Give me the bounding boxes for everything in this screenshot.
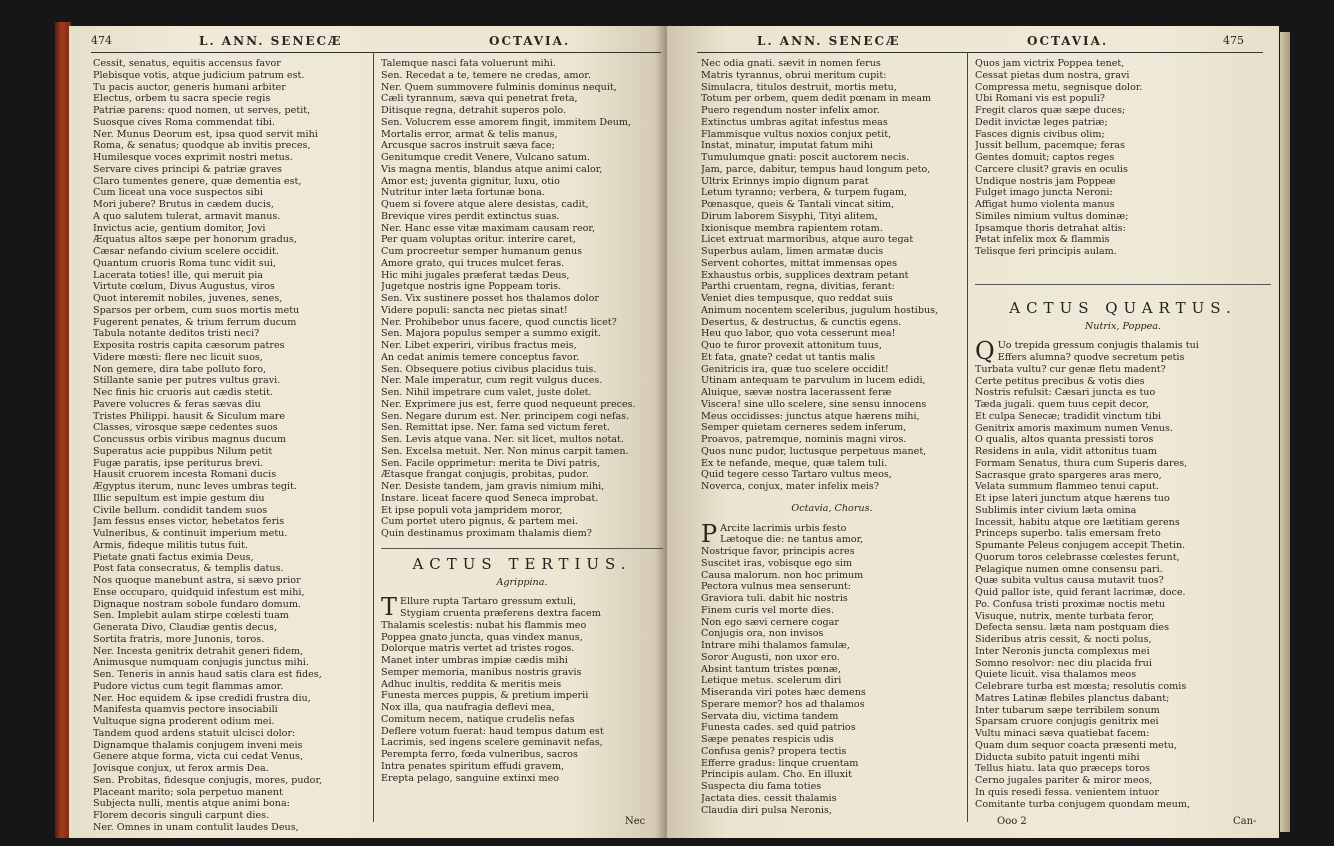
scene-title: Octavia, Chorus. bbox=[791, 502, 873, 514]
verse-line: Vulneribus, & continuit imperium metu. bbox=[93, 528, 288, 539]
verse-line: Mortalis error, armat & telis manus, bbox=[381, 128, 558, 140]
verse-line: Conjugis ora, non invisos bbox=[701, 628, 824, 640]
verse-line: Amor est; juventa gignitur, luxu, otio bbox=[381, 175, 560, 187]
dialogue-block bbox=[975, 337, 1271, 810]
verse-line: Et ipse lateri junctum atque hærens tuo bbox=[975, 493, 1170, 504]
verse-line: Formam Senatus, thura cum Superis dares, bbox=[975, 457, 1188, 469]
verse-line: Ner. Quem summovere fulminis dominus nequit, bbox=[381, 81, 617, 93]
verse-line: Servent cohortes, mittat immensas opes bbox=[701, 257, 898, 269]
verse-line: Miseranda viri potes hæc demens bbox=[701, 687, 866, 698]
verse-line: Puero regendum noster infelix amor. bbox=[701, 105, 880, 116]
verse-line: Sen. Vix sustinere posset hos thalamos dolor bbox=[381, 293, 599, 304]
act-persona: Nutrix, Poppea. bbox=[1084, 320, 1162, 332]
verse-line: Quorum toros celebrasse cœlestes ferunt, bbox=[975, 551, 1180, 563]
verse-line: Ense occuparo, quidquid infestum est mihi, bbox=[93, 586, 305, 598]
verse-line: Brevique vires perdit extinctus suas. bbox=[381, 210, 560, 222]
drop-cap: T bbox=[381, 593, 398, 622]
page-number: 475 bbox=[1223, 34, 1244, 47]
chorus-continuation bbox=[975, 58, 1271, 258]
verse-line: Æquatus altos sæpe per honorum gradus, bbox=[93, 234, 297, 246]
section-rule bbox=[975, 284, 1271, 285]
verse-line: Sparsam cruore conjugis genitrix mei bbox=[975, 716, 1159, 728]
verse-line: Concussus orbis viribus magnus ducum bbox=[93, 434, 287, 445]
verse-line: Affigat humo violenta manus bbox=[975, 199, 1115, 210]
verse-line: Funesta merces puppis, & pretium imperii bbox=[381, 690, 589, 702]
verse-line: Sen. Implebit aulam stirpe cœlesti tuam bbox=[93, 610, 289, 622]
verse-line: Quin destinamus proximam thalamis diem? bbox=[381, 528, 592, 539]
verse-line: Incessit, habitu atque ore lætitiam gerens bbox=[975, 516, 1180, 528]
verse-line: Mori jubere? Brutus in cædem ducis, bbox=[93, 199, 274, 210]
verse-line: Et ipse populi vota jampridem moror, bbox=[381, 504, 563, 516]
verse-line: Ægyptus iterum, nunc leves umbras tegit. bbox=[93, 481, 297, 492]
verse-line: Sperare memor? hos ad thalamos bbox=[701, 698, 865, 710]
verse-line: Sen. Obsequere potius civibus placidus tuis. bbox=[381, 363, 597, 375]
verse-line: Pavere volucres & feras sævas diu bbox=[93, 398, 261, 410]
verse-line: Po. Confusa tristi proximæ noctis metu bbox=[975, 598, 1166, 610]
verse-line: Residens in aula, vidit attonitus tuam bbox=[975, 446, 1157, 457]
verse-line: Manifesta quamvis pectore insociabili bbox=[93, 704, 278, 716]
verse-line: Telisque feri principis aulam. bbox=[975, 246, 1117, 257]
verse-line: Absint tantum tristes pœnæ, bbox=[701, 663, 841, 675]
verse-line: Virtute cœlum, Divus Augustus, viros bbox=[93, 281, 275, 293]
verse-line: Cum procreetur semper humanum genus bbox=[381, 246, 583, 257]
verse-line: Sen. Excelsa metuit. Ner. Non minus carpit tamen. bbox=[381, 445, 629, 457]
verse-line: Illic sepultum est impie gestum diu bbox=[93, 492, 265, 504]
verse-line: Vultuque signa proderent odium mei. bbox=[93, 716, 275, 727]
verse-line: Cerno jugales pariter & miror meos, bbox=[975, 775, 1153, 786]
verse-line: Ner. Incesta genitrix detrahit generi fidem, bbox=[93, 645, 304, 657]
verse-line: Dignaque nostram sobole fundaro domum. bbox=[93, 598, 301, 610]
verse-line: Plebisque votis, atque judicium patrum est. bbox=[93, 69, 305, 81]
verse-line: Talemque nasci fata voluerunt mihi. bbox=[381, 58, 556, 69]
verse-line: Carcere clusit? gravis en oculis bbox=[975, 163, 1128, 175]
verse-line: Quo te furor provexit attonitum tuus, bbox=[701, 340, 882, 351]
verse-line: Inter tubarum sæpe terribilem sonum bbox=[975, 704, 1160, 716]
verse-line: Exhaustus orbis, supplices dextram petant bbox=[701, 269, 909, 281]
verse-line: Efferre gradus: linque cruentam bbox=[701, 757, 859, 769]
drop-cap: Q bbox=[975, 337, 995, 366]
verse-line: Vultu minaci sæva quatiebat facem: bbox=[975, 728, 1150, 739]
verse-line: Viscera! sine ullo scelere, sine sensu innocens bbox=[701, 398, 927, 410]
verse-line: Servata diu, victima tandem bbox=[701, 710, 839, 722]
verse-line: Fugerent penates, & trium ferrum ducum bbox=[93, 316, 297, 328]
verse-line: Ner. Munus Deorum est, ipsa quod servit mihi bbox=[93, 128, 318, 140]
verse-line: Ner. Exprimere jus est, ferre quod nequeunt preces. bbox=[381, 398, 636, 410]
column-divider bbox=[967, 52, 968, 822]
verse-line: Pœnasque, queis & Tantali vincat sitim, bbox=[701, 199, 895, 210]
verse-line: Jussit bellum, pacemque; feras bbox=[975, 140, 1125, 152]
verse-line: Soror Augusti, non uxor ero. bbox=[701, 651, 840, 663]
verse-line: Parthi cruentam, regna, divitias, ferant: bbox=[701, 281, 895, 293]
verse-line: Instare. liceat facere quod Seneca improbat. bbox=[381, 492, 599, 504]
verse-line: Sen. Negare durum est. Ner. principem cogi nefas. bbox=[381, 410, 630, 422]
verse-line: Quæ subita vultus causa mutavit tuos? bbox=[975, 575, 1164, 587]
verse-line: Ipsamque thoris detrahat altis: bbox=[975, 222, 1126, 234]
verse-line: Sparsos per orbem, cum suos mortis metu bbox=[93, 304, 300, 316]
verse-line: Tu pacis auctor, generis humani arbiter bbox=[93, 81, 286, 93]
verse-line: Visuque, nutrix, mente turbata feror, bbox=[975, 610, 1155, 622]
verse-line: Jovisque conjux, ut ferox armis Dea. bbox=[93, 763, 269, 774]
verse-line: Sen. Nihil impetrare cum valet, juste dolet. bbox=[381, 387, 592, 398]
dialogue-block bbox=[381, 58, 663, 540]
signature-mark: Ooo 2 bbox=[997, 816, 1027, 827]
verse-line: Florem decoris singuli carpunt dies. bbox=[93, 810, 270, 821]
verse-line: Tandem quod ardens statuit ulcisci dolor: bbox=[93, 727, 296, 739]
verse-line: Quid pallor iste, quid ferant lacrimæ, doce. bbox=[975, 587, 1186, 598]
verse-line: Non gemere, dira tabe polluto foro, bbox=[93, 363, 267, 375]
verse-line: Defecta sensu. læta nam postquam dies bbox=[975, 622, 1170, 634]
verse-line: Desertus, & destructus, & cunctis egens. bbox=[701, 316, 902, 328]
verse-line: Comitante turba conjugem quondam meum, bbox=[975, 798, 1190, 810]
verse-line: Sen. Recedat a te, temere ne credas, amor. bbox=[381, 69, 591, 81]
left-page bbox=[69, 26, 667, 838]
verse-line: Sæpe penates respicis udis bbox=[701, 734, 834, 745]
verse-line: In quis resedi fessa. venientem intuor bbox=[975, 786, 1159, 798]
verse-line: Utinam antequam te parvulum in lucem edidi, bbox=[701, 375, 926, 387]
verse-line: Subjecta nulli, mentis atque animi bona: bbox=[93, 798, 290, 810]
verse-line: Perempta ferro, fœda vulneribus, sacros bbox=[381, 749, 578, 760]
verse-line: P Arcite lacrimis urbis festo bbox=[701, 519, 847, 548]
verse-line: Veniet dies tempusque, quo reddat suis bbox=[701, 293, 893, 304]
verse-line: Matris tyrannus, obrui meritum cupit: bbox=[701, 69, 887, 81]
verse-line: Claudia diri pulsa Neronis, bbox=[701, 804, 832, 816]
verse-line: Suspecta diu fama toties bbox=[701, 781, 822, 792]
verse-line: Sortita fratris, more Junonis, toros. bbox=[93, 633, 265, 645]
drop-cap: P bbox=[701, 519, 718, 548]
verse-line: Finem curis vel morte dies. bbox=[701, 604, 835, 616]
verse-line: Videre populi: sancta nec pietas sinat! bbox=[381, 304, 568, 316]
catchword: Nec bbox=[625, 816, 646, 827]
verse-line: Tæda jugali. quem tuus cepit decor, bbox=[975, 399, 1149, 410]
verse-line: Post fata consecratus, & templis datus. bbox=[93, 563, 284, 575]
verse-line: Undique nostris jam Poppeæ bbox=[975, 175, 1116, 187]
verse-line: Quos jam victrix Poppea tenet, bbox=[975, 58, 1125, 69]
verse-line: Genitumque credit Venere, Vulcano satum. bbox=[381, 152, 590, 163]
act-persona: Agrippina. bbox=[496, 576, 548, 588]
verse-line: Ner. Desiste tandem, jam gravis nimium mihi, bbox=[381, 481, 605, 492]
verse-line: T Ellure rupta Tartaro gressum extuli, bbox=[381, 593, 577, 622]
verse-line: Invictus acie, gentium domitor, Jovi bbox=[93, 222, 266, 234]
verse-line: Tristes Philippi. hausit & Siculum mare bbox=[93, 410, 286, 422]
verse-line: An cedat animis temere conceptus favor. bbox=[381, 351, 580, 363]
verse-line: Lætoque die: ne tantus amor, bbox=[720, 534, 864, 546]
verse-line: Suscitet iras, vobisque ego sim bbox=[701, 557, 853, 569]
verse-line: Pudore victus cum tegit flammas amor. bbox=[93, 680, 284, 692]
verse-line: Cæli tyrannum, sæva qui penetrat freta, bbox=[381, 93, 578, 105]
verse-line: Nostris refulsit: Cæsari juncta es tuo bbox=[975, 387, 1156, 399]
verse-line: Cessit, senatus, equitis accensus favor bbox=[93, 58, 281, 69]
verse-line: Sen. Probitas, fidesque conjugis, mores, pudor, bbox=[93, 774, 323, 786]
verse-line: Ubi Romani vis est populi? bbox=[975, 93, 1105, 105]
verse-line: Gentes domuit; captos reges bbox=[975, 152, 1115, 163]
left-page-column-1 bbox=[93, 58, 369, 838]
verse-line: Ixionisque membra rapientem rotam. bbox=[701, 222, 883, 234]
verse-line: Proavos, patremque, nominis magni viros. bbox=[701, 434, 907, 445]
verse-line: Fulget imago juncta Neroni: bbox=[975, 187, 1113, 199]
verse-line: Hausit cruorem incesta Romani ducis bbox=[93, 469, 277, 481]
verse-line: Adhuc inultis, reddita & meritis meis bbox=[381, 678, 562, 690]
verse-line: Semper memoria, manibus nostris gravis bbox=[381, 666, 582, 678]
verse-line: Princeps superbo. talis emersam freto bbox=[975, 528, 1161, 540]
verse-line: Somno resolvor: nec diu placida frui bbox=[975, 657, 1152, 669]
right-page bbox=[667, 26, 1279, 838]
verse-line: Spumante Peleus conjugem accepit Thetin. bbox=[975, 540, 1186, 551]
verse-line: Per quam voluptas oritur. interire caret, bbox=[381, 234, 576, 246]
verse-line: Amore grato, qui truces mulcet feras. bbox=[381, 257, 565, 269]
verse-line: Genitrix amoris maximum numen Venus. bbox=[975, 422, 1173, 434]
verse-line: Petat infelix mox & flammis bbox=[975, 234, 1110, 246]
header-rule bbox=[91, 52, 661, 53]
verse-line: Tabula notante deditos tristi neci? bbox=[93, 328, 260, 340]
open-book bbox=[55, 12, 1290, 844]
verse-line: Sen. Volucrem esse amorem fingit, immitem Deum, bbox=[381, 116, 632, 128]
verse-line: Intra penates spiritum effudi gravem, bbox=[381, 760, 564, 772]
verse-line: Fugæ paratis, ipse periturus brevi. bbox=[93, 457, 264, 469]
section-rule bbox=[381, 548, 663, 549]
verse-line: Dolorque matris vertet ad tristes rogos. bbox=[381, 643, 575, 655]
verse-line: Jactata dies. cessit thalamis bbox=[701, 792, 837, 804]
verse-line: Celebrare turba est mœsta; resolutis comis bbox=[975, 681, 1187, 692]
verse-line: Sen. Remittat ipse. Ner. fama sed victum feret. bbox=[381, 422, 610, 434]
verse-line: Ner. Male imperatur, cum regit vulgus duces. bbox=[381, 375, 603, 387]
verse-line: Servare cives principi & patriæ graves bbox=[93, 163, 282, 175]
verse-line: Nos quoque manebunt astra, si sævo prior bbox=[93, 575, 301, 586]
verse-line: Armis, fideque militis tutus fuit. bbox=[93, 539, 248, 551]
verse-line: Hic mihi jugales præferat tædas Deus, bbox=[381, 269, 570, 281]
verse-line: Meus occidisses: junctus atque hærens mihi, bbox=[701, 410, 920, 422]
chorus-block bbox=[701, 519, 963, 817]
act-title: ACTUS QUARTUS. bbox=[1009, 298, 1237, 317]
verse-line: O qualis, altos quanta pressisti toros bbox=[975, 434, 1154, 446]
verse-line: Non ego sævi cernere cogar bbox=[701, 616, 839, 628]
verse-line: Sen. Teneris in annis haud satis clara est fides, bbox=[93, 669, 322, 680]
verse-line: Quot interemit nobiles, juvenes, senes, bbox=[93, 293, 283, 304]
verse-line: Cæsar nefando civium scelere occidit. bbox=[93, 246, 279, 257]
verse-line: Turbata vultu? cur genæ fletu madent? bbox=[975, 363, 1166, 375]
verse-line: Nec finis hic cruoris aut cædis stetit. bbox=[93, 387, 273, 398]
verse-line: Superbus aulam, limen armatæ ducis bbox=[701, 246, 884, 257]
verse-line: Ner. Omnes in unam contulit laudes Deus, bbox=[93, 821, 299, 833]
verse-line: Confusa genis? propera tectis bbox=[701, 745, 847, 757]
verse-line: Arcusque sacros instruit sæva face; bbox=[381, 140, 555, 152]
verse-line: Animum nocentem sceleribus, jugulum hostibus, bbox=[701, 304, 939, 316]
verse-line: Pelagique numen omne consensu pari. bbox=[975, 563, 1163, 575]
verse-line: Ner. Prohibebor unus facere, quod cunctis licet? bbox=[381, 316, 617, 328]
running-head-title: OCTAVIA. bbox=[1027, 34, 1109, 48]
verse-line: Effers alumna? quodve secretum petis bbox=[997, 352, 1185, 363]
verse-line: Certe petitus precibus & votis dies bbox=[975, 375, 1145, 387]
verse-line: Flammisque vultus noxios conjux petit, bbox=[701, 128, 892, 140]
verse-line: Jugetque nostris igne Poppeam toris. bbox=[381, 281, 562, 293]
verse-line: Deflere votum fuerat: haud tempus datum est bbox=[381, 725, 604, 737]
verse-line: Sen. Facile opprimetur: merita te Divi patris, bbox=[381, 457, 601, 469]
verse-line: Superatus acie puppibus Nilum petit bbox=[93, 445, 273, 457]
verse-line: Jam, parce, dabitur, tempus haud longum peto, bbox=[701, 163, 931, 175]
verse-line: Nutritur inter læta fortunæ bona. bbox=[381, 187, 545, 199]
verse-line: Letum tyranno; verbera, & turpem fugam, bbox=[701, 187, 908, 199]
verse-line: Velata summum flammeo tenui caput. bbox=[975, 481, 1159, 493]
verse-line: Inter Neronis juncta complexus mei bbox=[975, 645, 1150, 657]
verse-line: Quam dum sequor coacta præsenti metu, bbox=[975, 739, 1177, 751]
verse-line: Thalamis scelestis: nubat his flammis meo bbox=[381, 619, 587, 631]
verse-line: Totum per orbem, quem dedit pœnam in meam bbox=[701, 93, 932, 105]
verse-line: Nox illa, qua naufragia deflevi mea, bbox=[381, 702, 555, 713]
verse-line: Quiete licuit. visa thalamos meos bbox=[975, 669, 1137, 681]
verse-line: Fasces dignis civibus olim; bbox=[975, 128, 1105, 140]
verse-line: Generata Divo, Claudiæ gentis decus, bbox=[93, 622, 278, 633]
catchword: Can- bbox=[1233, 816, 1257, 827]
verse-line: Manet inter umbras impiæ cædis mihi bbox=[381, 655, 568, 666]
verse-line: Genere atque forma, victa cui cedat Venus, bbox=[93, 751, 303, 763]
verse-line: Animusque numquam conjugis junctus mihi. bbox=[93, 657, 309, 669]
book-edge-right bbox=[1280, 32, 1290, 832]
verse-line: Quantum cruoris Roma tunc vidit sui, bbox=[93, 257, 276, 269]
verse-line: Sen. Levis atque vana. Ner. sit licet, multos notat. bbox=[381, 434, 624, 445]
verse-line: Quem si fovere atque alere desistas, cadit, bbox=[381, 199, 589, 210]
verse-line: Principis aulam. Cho. En illuxit bbox=[701, 769, 852, 781]
verse-line: Sen. Majora populus semper a summo exigit. bbox=[381, 328, 601, 340]
verse-line: Stillante sanie per putres vultus gravi. bbox=[93, 375, 281, 387]
verse-line: Noverca, conjux, mater infelix meis? bbox=[701, 481, 880, 492]
verse-line: Ner. Libet experiri, viribus fractus meis, bbox=[381, 340, 577, 351]
verse-line: Nostrique favor, principis acres bbox=[701, 546, 855, 557]
verse-line: Cum liceat una voce suspectos sibi bbox=[93, 187, 263, 199]
verse-line: Lacerata toties! ille, qui meruit pia bbox=[93, 269, 263, 281]
verse-line: Instat, minatur, imputat fatum mihi bbox=[701, 140, 873, 152]
right-page-column-2 bbox=[975, 58, 1271, 838]
verse-line: Stygiam cruenta præferens dextra facem bbox=[400, 608, 601, 619]
verse-line: Diducta subito patuit ingenti mihi bbox=[975, 751, 1140, 763]
verse-line: Tumulumque gnati: poscit auctorem necis. bbox=[701, 152, 910, 163]
verse-line: Civile bellum. condidit tandem suos bbox=[93, 504, 268, 516]
page-number: 474 bbox=[91, 34, 112, 47]
verse-line: Jam fessus enses victor, hebetatos feris bbox=[93, 516, 285, 528]
verse-line: Roma, & senatus; quodque ab invitis preces, bbox=[93, 140, 311, 152]
verse-line: Genitricis ira, quæ tuo scelere occidit! bbox=[701, 363, 889, 375]
verse-line: Extinctus umbras agitat infestus meas bbox=[701, 116, 888, 128]
monologue-block bbox=[701, 58, 963, 493]
verse-line: Patriæ parens: quod nomen, ut serves, petit, bbox=[93, 105, 311, 116]
verse-line: Ætasque frangat conjugis, probitas, pudor. bbox=[381, 469, 589, 481]
verse-line: Ditisque regna, detrahit superos polo. bbox=[381, 105, 567, 116]
verse-line: Heu quo labor, quo vota cesserunt mea! bbox=[701, 328, 896, 340]
verse-line: Funesta cades. sed quid patrios bbox=[701, 722, 856, 734]
verse-line: Nec odia gnati. sævit in nomen ferus bbox=[701, 58, 881, 69]
verse-line: Aluique, sævæ nostra lacerassent feræ bbox=[701, 387, 892, 398]
verse-line: Sublimis inter civium læta omina bbox=[975, 504, 1137, 516]
verse-line: Dedit invictæ leges patriæ; bbox=[975, 116, 1108, 128]
verse-line: A quo salutem tulerat, armavit manus. bbox=[93, 210, 281, 222]
verse-line: Intrare mihi thalamos famulæ, bbox=[701, 640, 850, 651]
verse-line: Graviora tuli. dabit hic nostris bbox=[701, 593, 848, 604]
verse-line: Similes nimium vultus dominæ; bbox=[975, 210, 1129, 222]
verse-line: Suosque cives Roma commendat tibi. bbox=[93, 116, 276, 128]
left-page-column-2 bbox=[381, 58, 663, 838]
monologue-block bbox=[381, 593, 663, 784]
verse-line: Compressa metu, segnisque dolor. bbox=[975, 81, 1143, 93]
verse-line: Claro tumentes genere, quæ dementia est, bbox=[93, 175, 302, 187]
verse-line: Cessat pietas dum nostra, gravi bbox=[975, 69, 1130, 81]
act-title: ACTUS TERTIUS. bbox=[412, 554, 632, 573]
verse-line: Poppea gnato juncta, quas vindex manus, bbox=[381, 631, 583, 643]
verse-line: Dignamque thalamis conjugem inveni meis bbox=[93, 739, 303, 751]
verse-line: Quid tegere cesso Tartaro vultus meos, bbox=[701, 469, 892, 481]
verse-line: Humilesque voces exprimit nostri metus. bbox=[93, 152, 293, 163]
verse-line: Letique metus. scelerum diri bbox=[701, 675, 842, 687]
header-rule bbox=[697, 52, 1263, 53]
verse-line: Ultrix Erinnys impio dignum parat bbox=[701, 175, 869, 187]
verse-line: Tellus hiatu. lata quo præceps toros bbox=[975, 763, 1151, 775]
verse-line: Licet extruat marmoribus, atque auro tegat bbox=[701, 234, 914, 246]
right-page-column-1 bbox=[701, 58, 963, 838]
verse-line: Exposita rostris capita cæsorum patres bbox=[93, 340, 285, 351]
running-head-title: OCTAVIA. bbox=[489, 34, 571, 48]
verse-line: Semper quietam cerneres sedem inferum, bbox=[701, 422, 907, 434]
verse-line: Ner. Hoc equidem & ipse credidi frustra diu, bbox=[93, 692, 311, 704]
verse-line: Matres Latinæ flebiles planctus dabant; bbox=[975, 692, 1170, 704]
verse-line: Erepta pelago, sanguine extinxi meo bbox=[381, 772, 560, 784]
verse-line: Sacrasque grato spargeres aras mero, bbox=[975, 469, 1162, 481]
verse-line: Lacrimis, sed ingens scelere geminavit nefas, bbox=[381, 737, 603, 749]
verse-line: Classes, virosque sæpe cedentes suos bbox=[93, 422, 278, 434]
column-divider bbox=[373, 52, 374, 822]
verse-line: Placeant marito; sola perpetuo manent bbox=[93, 786, 283, 798]
verse-line: Dirum laborem Sisyphi, Tityi alitem, bbox=[701, 210, 878, 222]
verse-line: Simulacra, titulos destruit, mortis metu, bbox=[701, 81, 897, 93]
verse-line: Comitum necem, natique crudelis nefas bbox=[381, 713, 575, 725]
verse-line: Quos nunc pudor, luctusque perpetuus manet, bbox=[701, 445, 927, 457]
running-head-author: L. ANN. SENECÆ bbox=[757, 34, 901, 48]
verse-line: Pectora vulnus mea senserunt: bbox=[701, 581, 852, 593]
running-head-author: L. ANN. SENECÆ bbox=[199, 34, 343, 48]
verse-line: Et fata, gnate? cedat ut tantis malis bbox=[701, 351, 876, 363]
verse-line: Sideribus atris cessit, & nocti polus, bbox=[975, 634, 1152, 645]
verse-line: Cum portet utero pignus, & partem mei. bbox=[381, 516, 579, 528]
verse-line: Et culpa Senecæ; tradidit vinctum tibi bbox=[975, 410, 1162, 422]
verse-line: Fregit claros quæ sæpe duces; bbox=[975, 105, 1126, 116]
verse-line: Ex te nefande, meque, quæ talem tuli. bbox=[701, 457, 888, 469]
verse-line: Vis magna mentis, blandus atque animi calor, bbox=[381, 163, 603, 175]
verse-line: Electus, orbem tu sacra specie regis bbox=[93, 93, 271, 105]
verse-line: Videre mœsti: flere nec licuit suos, bbox=[93, 351, 263, 363]
verse-line: Q Uo trepida gressum conjugis thalamis tui bbox=[975, 337, 1199, 366]
verse-line: Ner. Hanc esse vitæ maximam causam reor, bbox=[381, 222, 595, 234]
verse-line: Pietate gnati factus eximia Deus, bbox=[93, 551, 254, 563]
verse-line: Causa malorum. non hoc primum bbox=[701, 569, 864, 581]
